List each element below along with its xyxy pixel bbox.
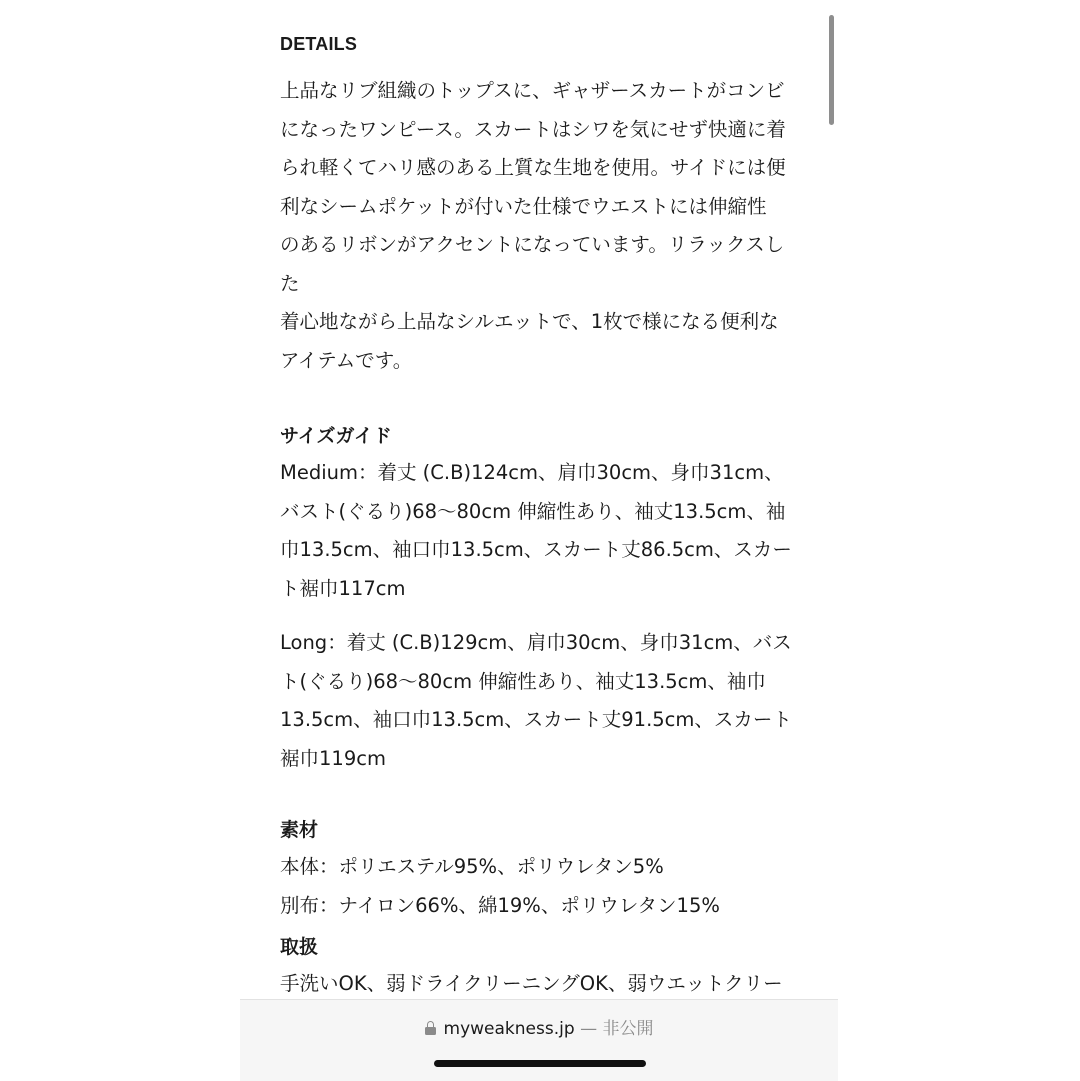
page-viewport[interactable] <box>240 0 838 1080</box>
size-guide-medium: Medium：着丈 (C.B)124cm、肩巾30cm、身巾31cm、 バスト(ぐるり)68〜80cm 伸縮性あり、袖丈13.5cm、袖 巾13.5cm、袖口巾13.5cm、スカート丈86.5cm、スカー ト裾巾117cm <box>280 461 792 600</box>
details-heading: DETAILS <box>280 34 358 54</box>
size-guide-long: Long：着丈 (C.B)129cm、肩巾30cm、身巾31cm、バス ト(ぐるり)68〜80cm 伸縮性あり、袖丈13.5cm、袖巾 13.5cm、袖口巾13.5cm、スカート丈91.5cm、スカート 裾巾119cm <box>280 631 792 770</box>
url-privacy-status: 非公開 <box>602 1019 654 1039</box>
material-heading: 素材 <box>280 819 319 841</box>
scrollbar-thumb[interactable] <box>829 15 834 125</box>
care-heading: 取扱 <box>280 936 319 958</box>
material-sub: 別布：ナイロン66%、綿19%、ポリウレタン15% <box>280 893 720 917</box>
url-display[interactable] <box>240 1018 838 1040</box>
details-body: 上品なリブ組織のトップスに、ギャザースカートがコンビ になったワンピース。スカートはシワを気にせず快適に着 られ軽くてハリ感のある上質な生地を使用。サイドには便 利なシームポケットが付いた仕様でウエストには伸縮性 のあるリボンがアクセントになっています。リラックスした 着心地ながら上品なシルエットで、1枚で様になる便利な アイテムです。 <box>280 79 786 372</box>
size-guide-heading: サイズガイド <box>280 425 392 447</box>
product-description <box>280 30 800 1042</box>
browser-address-bar[interactable] <box>240 999 838 1081</box>
url-domain: myweakness.jp <box>443 1019 575 1039</box>
lock-icon <box>425 1021 436 1035</box>
url-separator: — <box>580 1019 598 1039</box>
material-main: 本体：ポリエステル95%、ポリウレタン5% <box>280 855 664 878</box>
home-indicator[interactable] <box>434 1060 646 1067</box>
care-line: 手洗いOK、弱ドライクリーニングOK、弱ウエットクリー <box>280 972 783 995</box>
